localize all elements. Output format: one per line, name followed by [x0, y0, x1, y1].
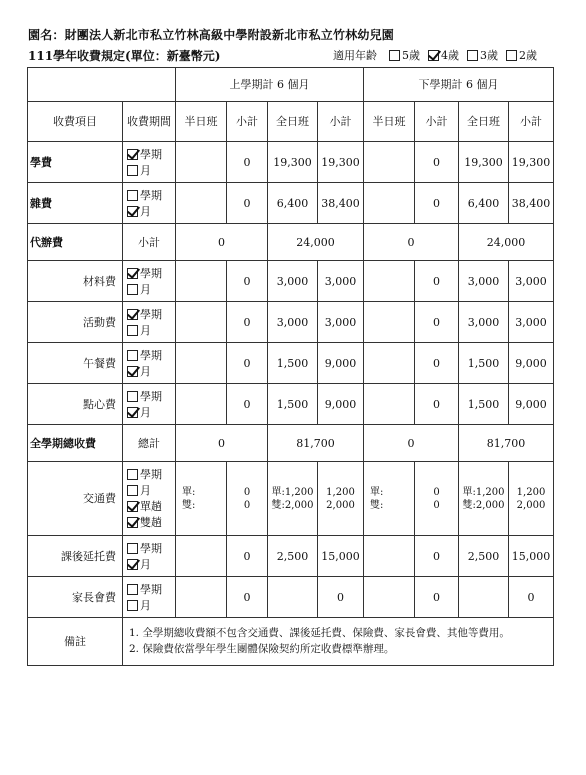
checkbox-checked-icon[interactable] — [127, 517, 138, 528]
school-name: 園名：財團法人新北市私立竹林高級中學附設新北市私立竹林幼兒園 — [28, 28, 395, 42]
col-full: 全日班 — [268, 102, 318, 142]
item-name: 午餐費 — [28, 343, 123, 384]
checkbox-checked-icon[interactable] — [428, 50, 439, 61]
checkbox-checked-icon[interactable] — [127, 501, 138, 512]
item-name: 學費 — [28, 142, 123, 183]
table-row: 午餐費 學期 月 0 1,500 9,000 0 1,500 9,000 — [28, 343, 554, 384]
checkbox-checked-icon[interactable] — [127, 206, 138, 217]
item-name: 活動費 — [28, 302, 123, 343]
table-row: 代辦費 小計 0 24,000 0 24,000 — [28, 224, 554, 261]
checkbox-checked-icon[interactable] — [127, 309, 138, 320]
col-half: 半日班 — [364, 102, 415, 142]
period-options: 學期 月 — [123, 183, 176, 224]
table-row: 雜費 學期 月 0 6,400 38,400 0 6,400 38,400 — [28, 183, 554, 224]
checkbox-checked-icon[interactable] — [127, 559, 138, 570]
checkbox-icon[interactable] — [127, 584, 138, 595]
remarks-label: 備註 — [28, 618, 123, 666]
checkbox-checked-icon[interactable] — [127, 268, 138, 279]
period-options: 學期 月 — [123, 343, 176, 384]
age-label: 適用年齡 — [333, 49, 377, 62]
table-row: 全學期總收費 總計 0 81,700 0 81,700 — [28, 425, 554, 462]
col-sub: 小計 — [509, 102, 554, 142]
checkbox-checked-icon[interactable] — [127, 366, 138, 377]
sem1-header: 上學期計 6 個月 — [176, 68, 364, 102]
checkbox-icon[interactable] — [127, 284, 138, 295]
item-name: 雜費 — [28, 183, 123, 224]
age-5[interactable]: 5歲 — [389, 47, 420, 63]
fee-table — [27, 67, 554, 666]
checkbox-icon[interactable] — [127, 350, 138, 361]
table-row: 交通費 學期 月 單趟 雙趟 單: 雙: 0 0 單:1,200 雙:2,000 1,200 2,000 單: 雙: 0 0 單:1,200 雙:2,000 1,200 2,000 — [28, 462, 554, 536]
checkbox-icon[interactable] — [389, 50, 400, 61]
table-row: 家長會費 學期 月 0 0 0 0 — [28, 577, 554, 618]
item-name: 點心費 — [28, 384, 123, 425]
age-selector — [333, 47, 545, 63]
period-options: 學期 月 — [123, 536, 176, 577]
period-options: 學期 月 — [123, 142, 176, 183]
item-name: 家長會費 — [28, 577, 123, 618]
checkbox-icon[interactable] — [467, 50, 478, 61]
age-3[interactable]: 3歲 — [467, 47, 498, 63]
checkbox-icon[interactable] — [127, 325, 138, 336]
checkbox-icon[interactable] — [506, 50, 517, 61]
remarks: 1. 全學期總收費額不包含交通費、課後延托費、保險費、家長會費、其他等費用。 2. 保險費依當學年學生團體保險契約所定收費標準辦理。 — [123, 618, 554, 666]
checkbox-checked-icon[interactable] — [127, 149, 138, 160]
remarks-row — [28, 618, 554, 666]
period-options: 學期 月 — [123, 577, 176, 618]
document-subtitle: 111學年收費規定(單位：新臺幣元) — [28, 49, 221, 63]
period-options: 學期 月 — [123, 261, 176, 302]
table-row: 學費 學期 月 0 19,300 19,300 0 19,300 19,300 — [28, 142, 554, 183]
item-name: 課後延托費 — [28, 536, 123, 577]
table-row: 課後延托費 學期 月 0 2,500 15,000 0 2,500 15,000 — [28, 536, 554, 577]
checkbox-icon[interactable] — [127, 190, 138, 201]
age-4[interactable]: 4歲 — [428, 47, 459, 63]
item-name: 交通費 — [28, 462, 123, 536]
col-sub: 小計 — [415, 102, 459, 142]
col-item: 收費項目 — [28, 102, 123, 142]
col-sub: 小計 — [318, 102, 364, 142]
checkbox-icon[interactable] — [127, 600, 138, 611]
col-sub: 小計 — [227, 102, 268, 142]
checkbox-icon[interactable] — [127, 165, 138, 176]
checkbox-icon[interactable] — [127, 391, 138, 402]
col-half: 半日班 — [176, 102, 227, 142]
item-name: 全學期總收費 — [28, 425, 123, 462]
age-2[interactable]: 2歲 — [506, 47, 537, 63]
table-row: 活動費 學期 月 0 3,000 3,000 0 3,000 3,000 — [28, 302, 554, 343]
period-options: 學期 月 單趟 雙趟 — [123, 462, 176, 536]
item-name: 代辦費 — [28, 224, 123, 261]
period-options: 學期 月 — [123, 302, 176, 343]
checkbox-checked-icon[interactable] — [127, 407, 138, 418]
table-row: 點心費 學期 月 0 1,500 9,000 0 1,500 9,000 — [28, 384, 554, 425]
col-period: 收費期間 — [123, 102, 176, 142]
checkbox-icon[interactable] — [127, 469, 138, 480]
sem2-header: 下學期計 6 個月 — [364, 68, 554, 102]
period-options: 學期 月 — [123, 384, 176, 425]
col-full: 全日班 — [459, 102, 509, 142]
checkbox-icon[interactable] — [127, 485, 138, 496]
item-name: 材料費 — [28, 261, 123, 302]
table-row: 材料費 學期 月 0 3,000 3,000 0 3,000 3,000 — [28, 261, 554, 302]
checkbox-icon[interactable] — [127, 543, 138, 554]
